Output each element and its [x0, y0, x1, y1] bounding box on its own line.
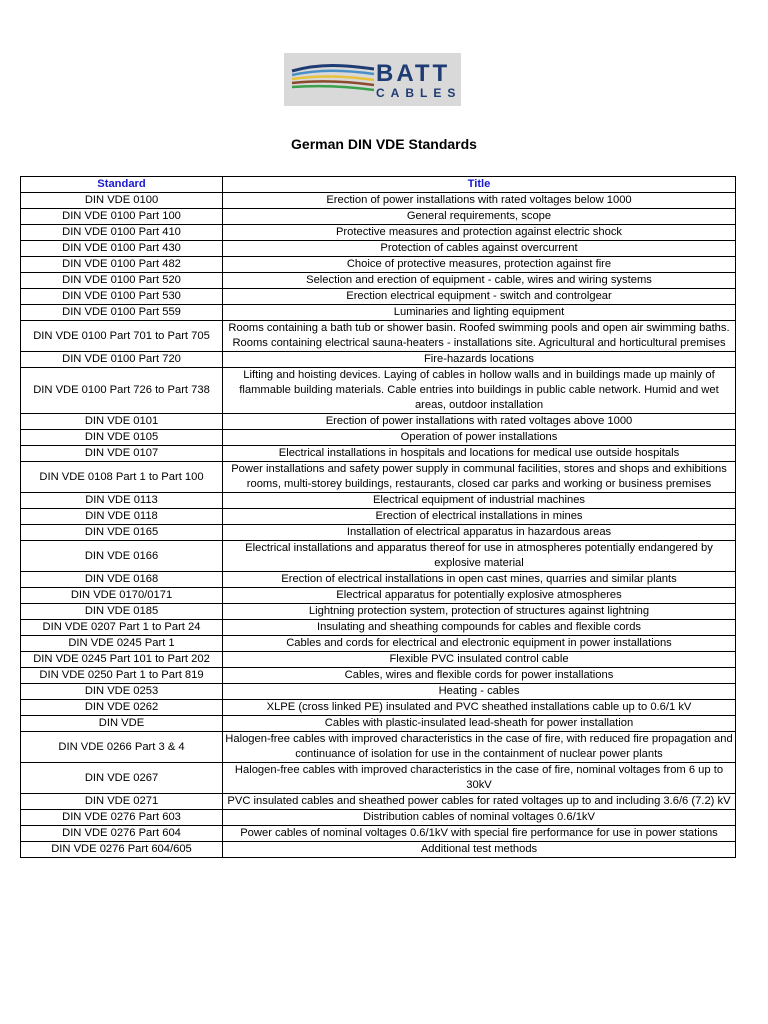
- standard-cell: DIN VDE 0118: [21, 509, 223, 525]
- title-cell: Power installations and safety power supply in communal facilities, stores and shops and exhibitions rooms, multi-storey buildings, restaurants, closed car parks and working or business premises: [223, 462, 736, 493]
- table-row: [21, 430, 736, 446]
- standard-cell: DIN VDE: [21, 716, 223, 732]
- standard-cell: DIN VDE 0166: [21, 541, 223, 572]
- title-cell: Power cables of nominal voltages 0.6/1kV with special fire performance for use in power stations: [223, 826, 736, 842]
- table-row: [21, 193, 736, 209]
- title-cell: Lifting and hoisting devices. Laying of cables in hollow walls and in buildings made up mainly of flammable building materials. Cable entries into buildings in public cable network. Humid and wet areas, outdoor installation: [223, 368, 736, 414]
- standards-table: [20, 176, 736, 858]
- title-cell: Cables with plastic-insulated lead-sheath for power installation: [223, 716, 736, 732]
- table-row: [21, 273, 736, 289]
- table-body: [21, 193, 736, 858]
- table-row: [21, 588, 736, 604]
- standard-cell: DIN VDE 0107: [21, 446, 223, 462]
- title-cell: Erection of power installations with rated voltages below 1000: [223, 193, 736, 209]
- title-cell: Insulating and sheathing compounds for cables and flexible cords: [223, 620, 736, 636]
- table-row: [21, 604, 736, 620]
- standard-cell: DIN VDE 0100 Part 410: [21, 225, 223, 241]
- standard-cell: DIN VDE 0207 Part 1 to Part 24: [21, 620, 223, 636]
- table-row: [21, 810, 736, 826]
- standard-cell: DIN VDE 0100: [21, 193, 223, 209]
- title-cell: XLPE (cross linked PE) insulated and PVC sheathed installations cable up to 0.6/1 kV: [223, 700, 736, 716]
- column-header-standard: Standard: [21, 177, 223, 193]
- title-cell: Cables and cords for electrical and electronic equipment in power installations: [223, 636, 736, 652]
- table-row: [21, 289, 736, 305]
- standard-cell: DIN VDE 0267: [21, 763, 223, 794]
- batt-cables-logo: [284, 53, 461, 106]
- title-cell: Halogen-free cables with improved characteristics in the case of fire, nominal voltages from 6 up to 30kV: [223, 763, 736, 794]
- standard-cell: DIN VDE 0165: [21, 525, 223, 541]
- title-cell: Electrical equipment of industrial machines: [223, 493, 736, 509]
- standard-cell: DIN VDE 0100 Part 726 to Part 738: [21, 368, 223, 414]
- title-cell: Flexible PVC insulated control cable: [223, 652, 736, 668]
- table-row: [21, 572, 736, 588]
- standard-cell: DIN VDE 0100 Part 430: [21, 241, 223, 257]
- title-cell: Installation of electrical apparatus in hazardous areas: [223, 525, 736, 541]
- logo-sub-text: CABLES: [376, 86, 462, 100]
- table-row: [21, 541, 736, 572]
- page-title: German DIN VDE Standards: [291, 136, 477, 152]
- title-cell: Selection and erection of equipment - cable, wires and wiring systems: [223, 273, 736, 289]
- table-row: [21, 620, 736, 636]
- standard-cell: DIN VDE 0253: [21, 684, 223, 700]
- title-cell: Additional test methods: [223, 842, 736, 858]
- table-row: [21, 241, 736, 257]
- table-row: [21, 509, 736, 525]
- title-cell: Erection of electrical installations in mines: [223, 509, 736, 525]
- standard-cell: DIN VDE 0266 Part 3 & 4: [21, 732, 223, 763]
- standard-cell: DIN VDE 0100 Part 482: [21, 257, 223, 273]
- title-cell: PVC insulated cables and sheathed power cables for rated voltages up to and including 3.6/6 (7.2) kV: [223, 794, 736, 810]
- table-row: [21, 462, 736, 493]
- title-cell: Electrical installations and apparatus thereof for use in atmospheres potentially endangered by explosive material: [223, 541, 736, 572]
- standard-cell: DIN VDE 0250 Part 1 to Part 819: [21, 668, 223, 684]
- table-header-row: [21, 177, 736, 193]
- table-row: [21, 842, 736, 858]
- standard-cell: DIN VDE 0271: [21, 794, 223, 810]
- standard-cell: DIN VDE 0276 Part 604: [21, 826, 223, 842]
- table-row: [21, 700, 736, 716]
- standard-cell: DIN VDE 0100 Part 520: [21, 273, 223, 289]
- column-header-title: Title: [223, 177, 736, 193]
- title-cell: Protection of cables against overcurrent: [223, 241, 736, 257]
- standard-cell: DIN VDE 0262: [21, 700, 223, 716]
- title-cell: Distribution cables of nominal voltages 0.6/1kV: [223, 810, 736, 826]
- standard-cell: DIN VDE 0170/0171: [21, 588, 223, 604]
- title-cell: Erection of electrical installations in open cast mines, quarries and similar plants: [223, 572, 736, 588]
- standard-cell: DIN VDE 0108 Part 1 to Part 100: [21, 462, 223, 493]
- cable-stripes-icon: [290, 61, 376, 99]
- title-cell: Erection of power installations with rated voltages above 1000: [223, 414, 736, 430]
- table-row: [21, 225, 736, 241]
- standard-cell: DIN VDE 0185: [21, 604, 223, 620]
- standard-cell: DIN VDE 0105: [21, 430, 223, 446]
- standard-cell: DIN VDE 0245 Part 101 to Part 202: [21, 652, 223, 668]
- table-row: [21, 716, 736, 732]
- standard-cell: DIN VDE 0245 Part 1: [21, 636, 223, 652]
- title-cell: Electrical apparatus for potentially explosive atmospheres: [223, 588, 736, 604]
- title-cell: Electrical installations in hospitals and locations for medical use outside hospitals: [223, 446, 736, 462]
- table-row: [21, 794, 736, 810]
- title-cell: Lightning protection system, protection of structures against lightning: [223, 604, 736, 620]
- table-row: [21, 321, 736, 352]
- table-row: [21, 352, 736, 368]
- title-cell: Choice of protective measures, protection against fire: [223, 257, 736, 273]
- table-row: [21, 493, 736, 509]
- title-cell: Operation of power installations: [223, 430, 736, 446]
- table-row: [21, 305, 736, 321]
- standard-cell: DIN VDE 0100 Part 701 to Part 705: [21, 321, 223, 352]
- title-cell: Fire-hazards locations: [223, 352, 736, 368]
- title-cell: Erection electrical equipment - switch and controlgear: [223, 289, 736, 305]
- title-cell: Heating - cables: [223, 684, 736, 700]
- table-row: [21, 763, 736, 794]
- title-cell: Luminaries and lighting equipment: [223, 305, 736, 321]
- table-row: [21, 684, 736, 700]
- standard-cell: DIN VDE 0113: [21, 493, 223, 509]
- standard-cell: DIN VDE 0100 Part 530: [21, 289, 223, 305]
- standard-cell: DIN VDE 0168: [21, 572, 223, 588]
- table-row: [21, 368, 736, 414]
- table-row: [21, 209, 736, 225]
- table-row: [21, 826, 736, 842]
- table-row: [21, 446, 736, 462]
- standard-cell: DIN VDE 0100 Part 100: [21, 209, 223, 225]
- title-cell: Halogen-free cables with improved characteristics in the case of fire, with reduced fire propagation and continuance of isolation for use in the containment of nuclear power plants: [223, 732, 736, 763]
- title-cell: General requirements, scope: [223, 209, 736, 225]
- logo-brand-text: BATT: [376, 60, 451, 87]
- standard-cell: DIN VDE 0101: [21, 414, 223, 430]
- standard-cell: DIN VDE 0276 Part 604/605: [21, 842, 223, 858]
- standard-cell: DIN VDE 0276 Part 603: [21, 810, 223, 826]
- title-cell: Protective measures and protection against electric shock: [223, 225, 736, 241]
- table-row: [21, 257, 736, 273]
- standard-cell: DIN VDE 0100 Part 720: [21, 352, 223, 368]
- table-row: [21, 652, 736, 668]
- table-row: [21, 732, 736, 763]
- title-cell: Cables, wires and flexible cords for power installations: [223, 668, 736, 684]
- table-row: [21, 414, 736, 430]
- table-row: [21, 525, 736, 541]
- standard-cell: DIN VDE 0100 Part 559: [21, 305, 223, 321]
- table-row: [21, 636, 736, 652]
- table-row: [21, 668, 736, 684]
- title-cell: Rooms containing a bath tub or shower basin. Roofed swimming pools and open air swimming baths. Rooms containing electrical sauna-heaters - installations site. Agricultural and horticultural premises: [223, 321, 736, 352]
